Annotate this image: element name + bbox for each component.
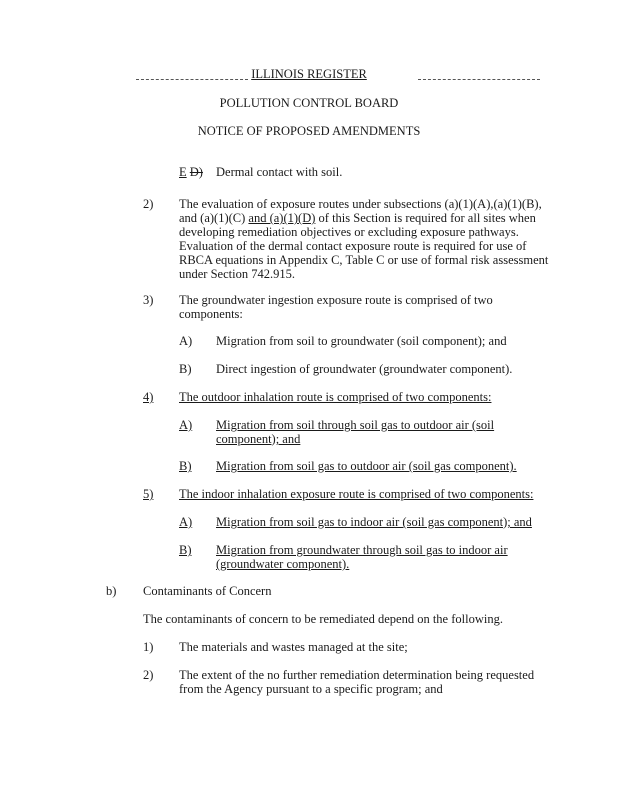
item-2-inserted: and (a)(1)(D)	[248, 211, 316, 225]
item-4b-number: B)	[179, 459, 192, 473]
register-title: ILLINOIS REGISTER	[251, 67, 367, 81]
item-e-label	[179, 164, 203, 180]
new-letter: E	[179, 165, 187, 179]
item-5b-line2: (groundwater component).	[216, 557, 350, 571]
section-b-intro: The contaminants of concern to be remediated depend on the following.	[143, 612, 503, 626]
item-2-line2-pre: and (a)(1)(C)	[179, 211, 249, 225]
section-b-item2-line2: from the Agency pursuant to a specific program; and	[179, 682, 443, 696]
item-3a-text: Migration from soil to groundwater (soil component); and	[216, 334, 507, 348]
board-name: POLLUTION CONTROL BOARD	[219, 96, 399, 110]
item-4b-text: Migration from soil gas to outdoor air (soil gas component).	[216, 459, 517, 473]
item-2-line6: under Section 742.915.	[179, 267, 295, 281]
section-b-item1-text: The materials and wastes managed at the site;	[179, 640, 408, 654]
item-4-text: The outdoor inhalation route is comprised of two components:	[179, 390, 492, 404]
old-letter: D)	[189, 165, 203, 179]
item-5a-number: A)	[179, 515, 193, 529]
item-4-number: 4)	[143, 390, 154, 404]
item-3-line1: The groundwater ingestion exposure route is comprised of two	[179, 293, 493, 307]
item-3b-text: Direct ingestion of groundwater (groundwater component).	[216, 362, 513, 376]
item-5-number: 5)	[143, 487, 154, 501]
section-b-item1-number: 1)	[143, 640, 154, 654]
item-4a-line1: Migration from soil through soil gas to outdoor air (soil	[216, 418, 495, 432]
item-3-number: 3)	[143, 293, 154, 307]
item-2-line2-post: of this Section is required for all sites when	[315, 211, 536, 225]
item-5a-text: Migration from soil gas to indoor air (soil gas component); and	[216, 515, 532, 529]
item-2-line5: RBCA equations in Appendix C, Table C or use of formal risk assessment	[179, 253, 549, 267]
item-2-line4: Evaluation of the dermal contact exposure route is required for use of	[179, 239, 527, 253]
item-5b-number: B)	[179, 543, 192, 557]
section-b-letter: b)	[106, 584, 117, 598]
item-3b-number: B)	[179, 362, 192, 376]
section-b-title: Contaminants of Concern	[143, 584, 272, 598]
item-2-line3: developing remediation objectives or excluding exposure pathways.	[179, 225, 519, 239]
item-3-line2: components:	[179, 307, 243, 321]
notice-title: NOTICE OF PROPOSED AMENDMENTS	[197, 124, 421, 138]
item-2-number: 2)	[143, 197, 154, 211]
item-2-line1: The evaluation of exposure routes under subsections (a)(1)(A),(a)(1)(B),	[179, 197, 542, 211]
item-5-text: The indoor inhalation exposure route is comprised of two components:	[179, 487, 534, 501]
item-5b-line1: Migration from groundwater through soil gas to indoor air	[216, 543, 508, 557]
section-b-item2-number: 2)	[143, 668, 154, 682]
section-b-item2-line1: The extent of the no further remediation determination being requested	[179, 668, 535, 682]
item-3a-number: A)	[179, 334, 193, 348]
item-4a-line2: component); and	[216, 432, 301, 446]
item-e-text: Dermal contact with soil.	[216, 165, 343, 179]
item-4a-number: A)	[179, 418, 193, 432]
